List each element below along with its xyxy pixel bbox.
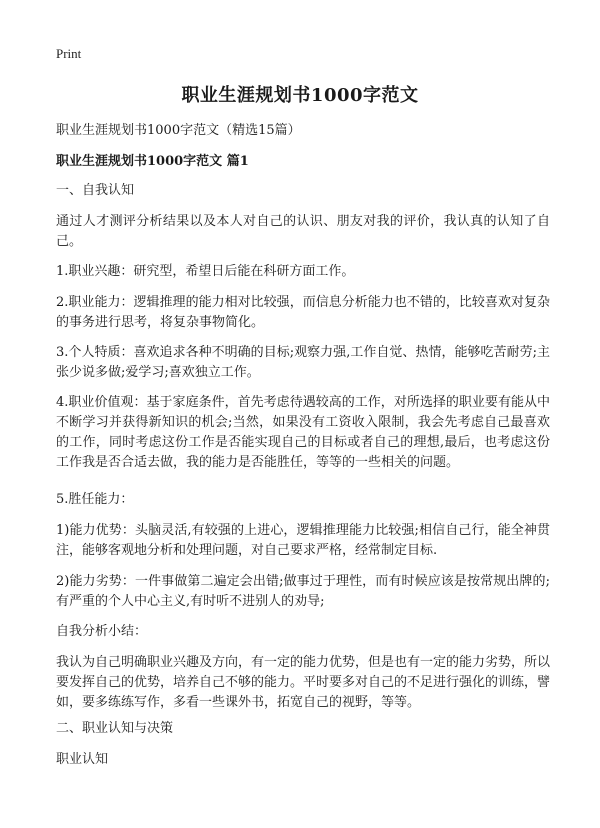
print-link[interactable]: Print [56,46,82,61]
paragraph-weaknesses: 2)能力劣势：一件事做第二遍定会出错;做事过于理性，而有时候应该是按常规出牌的;有严重的个人中心主义,有时听不进别人的劝导; [56,574,550,609]
paragraph-ability: 2.职业能力：逻辑推理的能力相对比较强，而信息分析能力也不错的，比较喜欢对复杂的事务进行思考，将复杂事物简化。 [56,295,550,330]
paragraph-strengths: 1)能力优势：头脑灵活,有较强的上进心，逻辑推理能力比较强;相信自己行，能全神贯注，能够客观地分析和处理问题，对自己要求严格，经常制定目标. [56,523,550,558]
paragraph-interest: 1.职业兴趣：研究型，希望日后能在科研方面工作。 [56,264,355,279]
paragraph-traits: 3.个人特质：喜欢追求各种不明确的目标;观察力强,工作自觉、热情，能够吃苦耐劳;主张少说多做;爱学习;喜欢独立工作。 [56,345,550,380]
paragraph-competence: 5.胜任能力： [56,492,134,507]
heading-self-awareness: 一、自我认知 [56,183,135,198]
paragraph-intro: 通过人才测评分析结果以及本人对自己的认识、朋友对我的评价，我认真的认知了自己。 [56,214,550,249]
heading-career-cognition: 二、职业认知与决策 [56,721,174,736]
paragraph-summary-heading: 自我分析小结： [56,624,148,639]
document-subtitle: 职业生涯规划书1000字范文（精选15篇） [56,123,301,138]
paragraph-career-cognition: 职业认知 [56,752,109,767]
section-title: 职业生涯规划书1000字范文 篇1 [56,154,249,169]
paragraph-values: 4.职业价值观：基于家庭条件，首先考虑待遇较高的工作，对所选择的职业要有能从中不断学习并获得新知识的机会;当然，如果没有工资收入限制，我会先考虑自己最喜欢的工作，同时考虑这份工作是否能实现自己的目标或者自己的理想,最后，也考虑这份工作我是否合适去做，我的能力是否能胜任，等等的一些相关的问题。 [56,395,550,470]
paragraph-summary: 我认为自己明确职业兴趣及方向，有一定的能力优势，但是也有一定的能力劣势，所以要发挥自己的优势，培养自己不够的能力。平时要多对自己的不足进行强化的训练，譬如，要多练练写作，多看一些课外书，拓宽自己的视野，等等。 [56,655,551,710]
document-title: 职业生涯规划书1000字范文 [181,85,419,106]
